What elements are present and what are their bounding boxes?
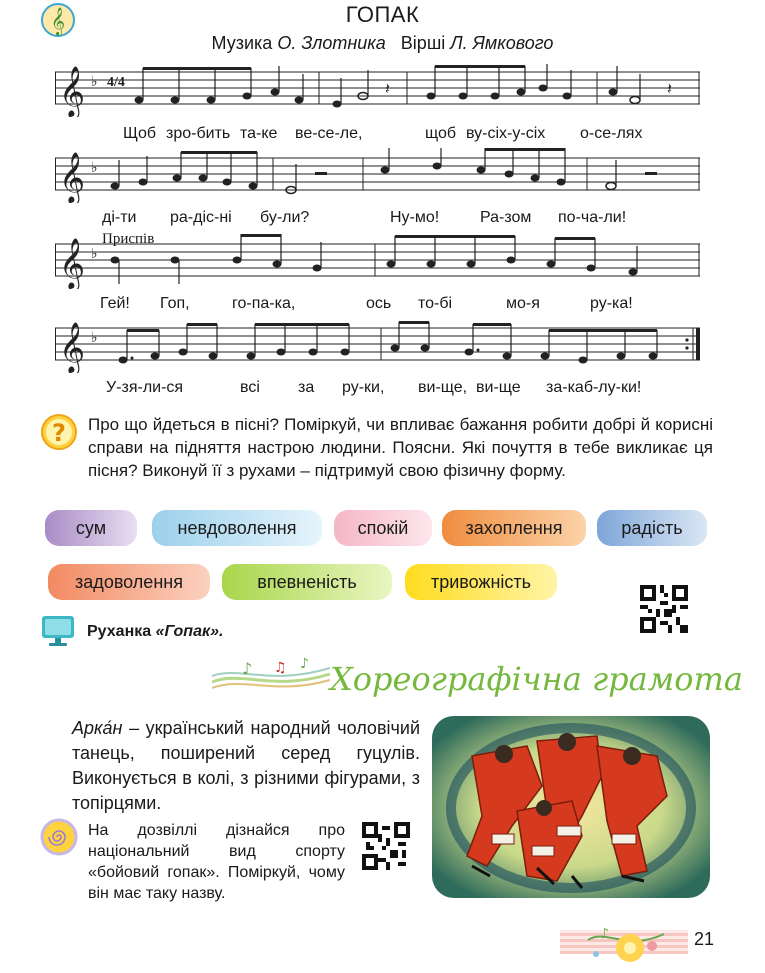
emotion-chip[interactable]	[442, 510, 586, 546]
svg-text:♭: ♭	[91, 74, 98, 90]
staff-line-1	[55, 62, 700, 117]
lyric-syllable: ву-сіх-у-сіх	[466, 125, 546, 142]
svg-text:𝄞: 𝄞	[50, 7, 66, 35]
emotion-label: невдоволення	[177, 517, 297, 538]
lyric-syllable: Щоб	[123, 125, 157, 142]
page-number: 21	[694, 929, 715, 949]
svg-text:♪: ♪	[600, 926, 609, 942]
lyric-syllable: щоб	[425, 125, 457, 142]
arkan-definition: – український народний чоловічий танець, поширений серед гуцулів. Виконується в колі, з різними фігурами, з топірцями.	[72, 718, 420, 813]
lyric-syllable: о-се-лях	[580, 125, 643, 142]
lyric-syllable: Ну-мо!	[390, 209, 440, 226]
svg-text:𝄽: 𝄽	[385, 79, 390, 98]
lyric-syllable: зро-бить	[166, 125, 231, 142]
staff-line-3	[55, 234, 700, 289]
svg-text:𝄽: 𝄽	[667, 79, 672, 98]
svg-text:𝄞: 𝄞	[59, 238, 86, 289]
lyric-syllable: Гей!	[100, 295, 130, 312]
svg-text:𝄞: 𝄞	[59, 322, 86, 373]
question-text: Про що йдеться в пісні? Поміркуй, чи впливає бажання робити добрі й корисні справи на підняття настрою людини. Поясни. Які почуття в тебе викликає ця пісня? Виконуй її з рухами – підтримуй свою фізичну форму.	[88, 415, 713, 480]
emotion-chip[interactable]	[334, 510, 432, 546]
emotion-label: спокій	[357, 517, 409, 538]
svg-text:♭: ♭	[91, 160, 98, 176]
spiral-icon	[40, 818, 78, 856]
lyric-syllable: ру-ки,	[342, 379, 385, 396]
music-label: Музика	[211, 33, 273, 53]
svg-text:♭: ♭	[91, 246, 98, 262]
emotion-label: захоплення	[465, 517, 563, 538]
section-title: Хореографічна грамота	[330, 660, 743, 698]
lyrics-label: Вірші	[400, 33, 446, 53]
music-notes-icon	[586, 918, 666, 968]
emotion-chip[interactable]	[405, 564, 557, 600]
lyric-syllable: ді-ти	[102, 209, 137, 226]
lyric-syllable: Гоп,	[160, 295, 190, 312]
lyric-syllable: У-зя-ли-ся	[106, 379, 184, 396]
lyric-syllable: за	[298, 379, 315, 396]
composer: О. Злотника	[277, 33, 386, 53]
svg-text:?: ?	[52, 419, 66, 447]
monitor-icon[interactable]	[40, 614, 76, 648]
time-signature: 4/4	[107, 75, 125, 90]
emotion-chip[interactable]	[48, 564, 210, 600]
lyric-syllable: ви-ще,	[418, 379, 468, 396]
arkan-term: Арка́н	[72, 718, 123, 738]
lyric-syllable: ру-ка!	[590, 295, 633, 312]
exercise-link[interactable]	[87, 623, 223, 641]
arkan-dance-illustration	[432, 716, 710, 898]
chorus-label: Приспів	[102, 231, 155, 247]
exercise-name: «Гопак».	[155, 623, 224, 640]
qr-code-icon[interactable]	[362, 822, 410, 870]
lyric-syllable: ось	[366, 295, 392, 312]
lyric-syllable: Ра-зом	[480, 209, 532, 226]
lyric-syllable: мо-я	[506, 295, 540, 312]
svg-text:𝄞: 𝄞	[59, 66, 86, 117]
emotion-chip[interactable]	[597, 510, 707, 546]
song-credits	[0, 33, 765, 54]
svg-text:♫: ♫	[274, 660, 287, 676]
arkan-paragraph	[72, 716, 420, 816]
svg-text:♭: ♭	[91, 330, 98, 346]
emotion-chip[interactable]	[152, 510, 322, 546]
lyric-syllable: та-ке	[240, 125, 278, 142]
emotion-chip[interactable]	[222, 564, 392, 600]
emotion-label: сум	[75, 517, 107, 538]
lyric-syllable: бу-ли?	[260, 209, 310, 226]
lyric-syllable: то-бі	[418, 295, 453, 312]
svg-text:𝄞: 𝄞	[59, 152, 86, 203]
emotion-label: радість	[621, 517, 683, 538]
lyric-syllable: го-па-ка,	[232, 295, 296, 312]
staff-line-2	[55, 148, 700, 203]
lyric-syllable: ви-ще	[476, 379, 521, 396]
question-icon	[40, 413, 78, 451]
lyric-syllable: ве-се-ле,	[295, 125, 363, 142]
emotion-label: впевненість	[257, 571, 357, 592]
sport-task-text: На дозвіллі дізнайся про національний вид спорту «бойовий гопак». Поміркуй, чому він має таку назву.	[88, 822, 345, 902]
lyric-syllable: ра-діс-ні	[170, 209, 232, 226]
music-notes-icon	[212, 652, 332, 698]
emotion-label: тривожність	[430, 571, 532, 592]
lyricist: Л. Ямкового	[450, 33, 554, 53]
emotion-chip[interactable]	[45, 510, 137, 546]
lyric-syllable: по-ча-ли!	[558, 209, 627, 226]
lyric-syllable: за-каб-лу-ки!	[546, 379, 642, 396]
qr-code-icon[interactable]	[640, 585, 688, 633]
lyric-syllable: всі	[240, 379, 260, 396]
exercise-label: Руханка	[87, 623, 152, 640]
staff-line-4	[55, 318, 700, 373]
svg-text:♪: ♪	[242, 659, 253, 678]
emotion-label: задоволення	[75, 571, 183, 592]
song-title: ГОПАК	[345, 2, 420, 27]
svg-text:♪: ♪	[300, 656, 309, 672]
